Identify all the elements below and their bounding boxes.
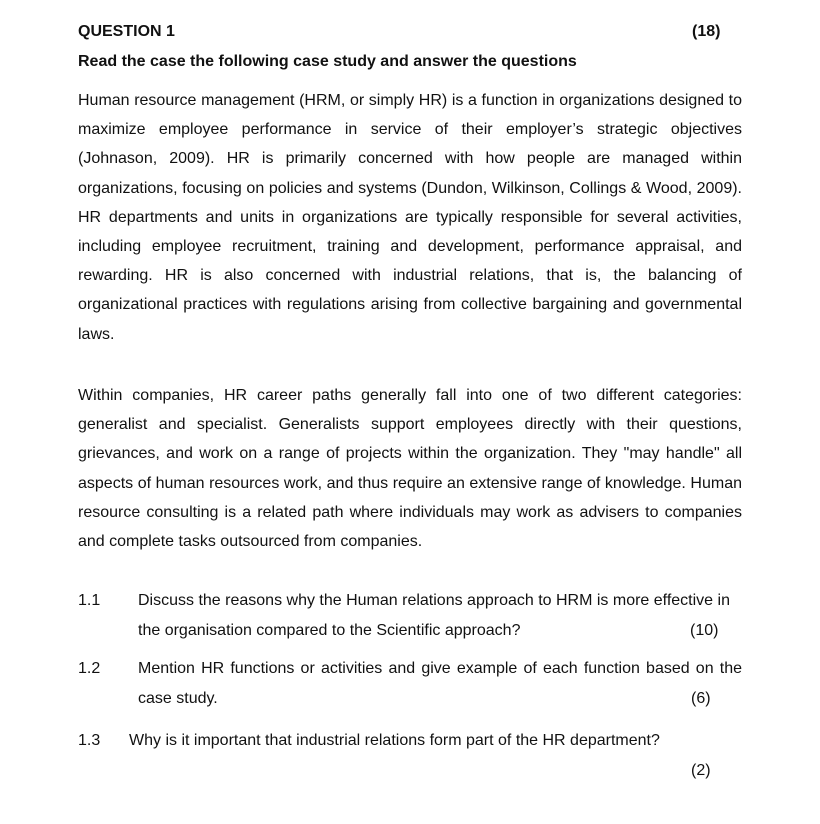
sub-question-number: 1.2 bbox=[78, 660, 101, 677]
case-study-paragraph-1: Human resource management (HRM, or simply HR) is a function in organizations designed to maximize employee performance in service of their employer’s strategic objectives (Johnason, 2009). HR is primarily concerned with how people are managed within organizations, focusing on policies and systems (Dundon, Wilkinson, Collings & Wood, 2009). HR departments and units in organizations are typically responsible for several activities, including employee recruitment, training and development, performance appraisal, and rewarding. HR is also concerned with industrial relations, that is, the balancing of organizational practices with regulations arising from collective bargaining and governmental laws. bbox=[78, 92, 742, 343]
sub-question-number: 1.1 bbox=[78, 592, 101, 609]
sub-question-text: Discuss the reasons why the Human relations approach to HRM is more effective in the organisation compared to the Scientific approach? bbox=[138, 592, 730, 639]
question-total-marks: (18) bbox=[692, 23, 721, 40]
sub-question-marks: (2) bbox=[691, 762, 711, 779]
question-title: QUESTION 1 bbox=[78, 23, 175, 40]
sub-question-text: Why is it important that industrial relations form part of the HR department? bbox=[129, 732, 660, 749]
sub-question-number: 1.3 bbox=[78, 732, 101, 749]
question-instruction: Read the case the following case study and answer the questions bbox=[78, 53, 577, 70]
sub-question-text: Mention HR functions or activities and give example of each function based on the case study. bbox=[138, 660, 742, 707]
sub-question-marks: (10) bbox=[690, 622, 719, 639]
sub-question-marks: (6) bbox=[691, 690, 711, 707]
case-study-paragraph-2: Within companies, HR career paths generally fall into one of two different categories: generalist and specialist. Generalists support employees directly with their questions, grievances, and work on a range of projects within the organization. They "may handle" all aspects of human resources work, and thus require an extensive range of knowledge. Human resource consulting is a related path where individuals may work as advisers to companies and complete tasks outsourced from companies. bbox=[78, 387, 742, 551]
